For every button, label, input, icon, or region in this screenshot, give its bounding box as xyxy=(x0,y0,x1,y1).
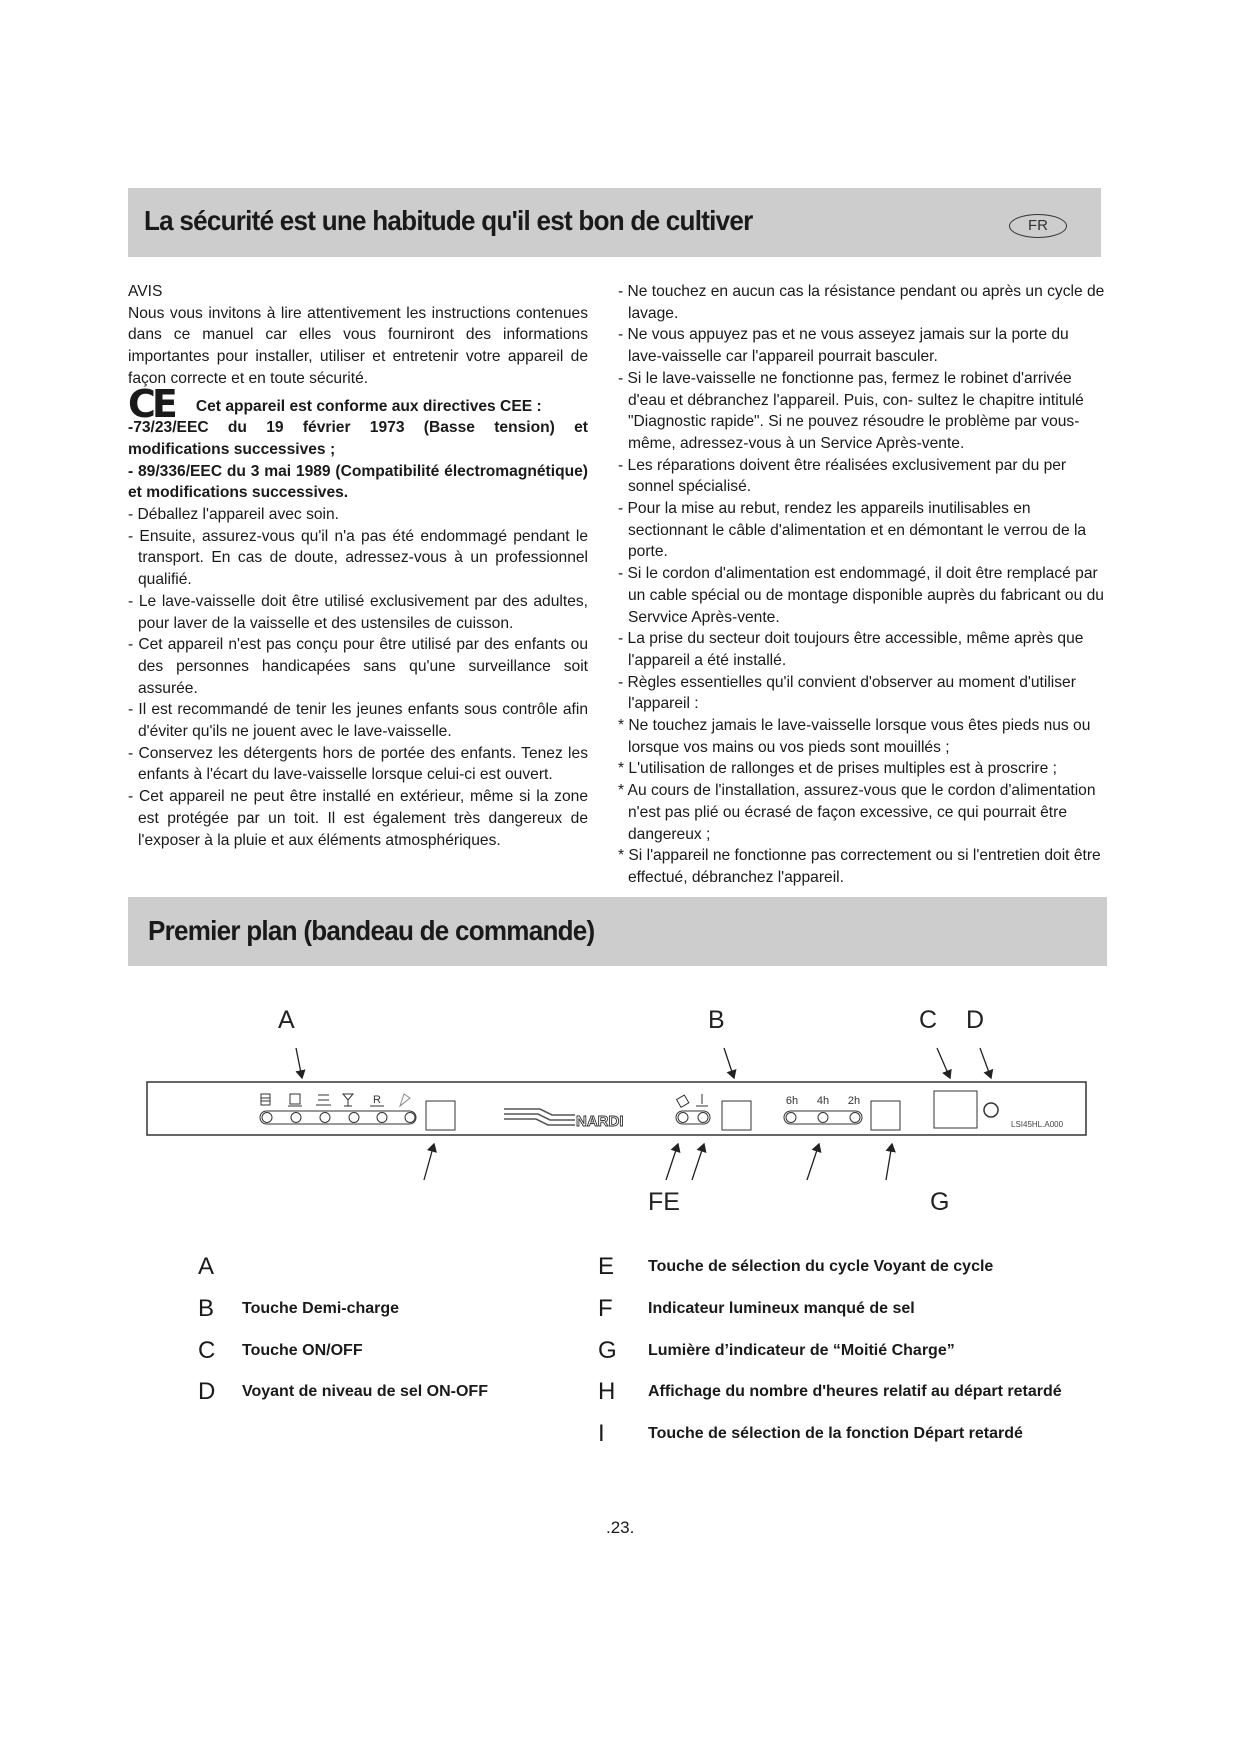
safety-rule: * Ne touchez jamais le lave-vaisselle lorsque vous êtes pieds nus ou lorsque vos mains ou vos pieds sont mouillés ; xyxy=(618,717,1091,756)
half-load-button[interactable] xyxy=(722,1101,751,1130)
section-title: Premier plan (bandeau de commande) xyxy=(148,915,595,946)
legend-text: Voyant de niveau de sel ON-OFF xyxy=(242,1383,488,1400)
safety-item: - Il est recommandé de tenir les jeunes enfants sous contrôle afin d'éviter qu'ils ne jouent avec le lave-vaisselle. xyxy=(128,701,588,741)
legend-text: Lumière d’indicateur de “Moitié Charge” xyxy=(648,1342,955,1359)
section-header-safety xyxy=(128,188,1101,257)
safety-item: - Conservez les détergents hors de portée des enfants. Tenez les enfants à l'écart du lave-vaisselle lorsque celui-ci est ouvert. xyxy=(128,744,588,784)
legend-letter: H xyxy=(598,1378,616,1405)
safety-item: - Les réparations doivent être réalisées exclusivement par du per sonnel spécialisé. xyxy=(618,456,1067,496)
safety-item: - Ne vous appuyez pas et ne vous asseyez jamais sur la porte du lave-vaisselle car l'appareil pourrait basculer. xyxy=(618,326,1069,366)
legend-text: Touche de sélection de la fonction Départ retardé xyxy=(648,1425,1023,1442)
label-g: G xyxy=(930,1188,950,1216)
legend-letter: F xyxy=(598,1295,613,1322)
legend-text: Touche ON/OFF xyxy=(242,1342,363,1359)
label-d: D xyxy=(966,1006,985,1034)
delay-label-4h: 4h xyxy=(816,1095,830,1107)
label-b: B xyxy=(708,1006,725,1034)
legend-row xyxy=(598,1420,1023,1447)
legend-letter: E xyxy=(598,1253,615,1280)
ce-mark-logo: CE xyxy=(128,381,174,426)
legend-letter: B xyxy=(198,1295,215,1322)
notice-intro: Nous vous invitons à lire attentivement les instructions contenues dans ce manuel car elles vous fourniront des informations importantes pour installer, utiliser et entretenir votre appareil de façon correcte et en toute sécurité. xyxy=(128,304,588,387)
safety-item: - Cet appareil n'est pas conçu pour être utilisé par des enfants ou des personnes handicapées sans qu'une surveillance soit assurée. xyxy=(128,636,588,697)
legend-letter: C xyxy=(198,1337,216,1364)
directive-emc: - 89/336/EEC du 3 mai 1989 (Compatibilité électromagnétique) et modifications successives. xyxy=(128,462,588,502)
safety-item: - La prise du secteur doit toujours être accessible, même après que l'appareil a été installé. xyxy=(618,630,1084,669)
legend-row xyxy=(598,1295,915,1322)
notice-heading: AVIS xyxy=(128,283,163,300)
legend-letter: G xyxy=(598,1337,617,1364)
safety-rule: * Si l'appareil ne fonctionne pas correctement ou si l'entretien doit être effectué, débranchez l'appareil. xyxy=(618,847,1101,886)
safety-item: - Le lave-vaisselle doit être utilisé exclusivement par des adultes, pour laver de la vaisselle et des ustensiles de cuisson. xyxy=(128,592,588,632)
legend-row xyxy=(198,1337,363,1364)
page-number: .23. xyxy=(606,1518,635,1537)
legend-letter: A xyxy=(198,1253,215,1280)
legend-letter: I xyxy=(598,1420,605,1447)
label-fe: FE xyxy=(648,1188,680,1216)
left-column xyxy=(128,281,588,851)
legend-row xyxy=(198,1253,242,1280)
brand-name: NARDI xyxy=(576,1113,624,1130)
legend-row xyxy=(198,1295,400,1322)
label-a: A xyxy=(278,1006,295,1034)
label-c: C xyxy=(919,1006,938,1034)
safety-rule: * L'utilisation de rallonges et de prises multiples est à proscrire ; xyxy=(618,760,1057,778)
model-code: LSI45HL.A000 xyxy=(1011,1120,1064,1129)
control-panel-diagram xyxy=(0,990,1241,1230)
legend-text: Affichage du nombre d'heures relatif au départ retardé xyxy=(648,1383,1062,1400)
safety-item: - Déballez l'appareil avec soin. xyxy=(128,506,340,524)
legend-row xyxy=(598,1378,1062,1405)
svg-text:R: R xyxy=(373,1094,381,1106)
on-off-button[interactable] xyxy=(934,1091,977,1128)
safety-item: - Règles essentielles qu'il convient d'observer au moment d'utiliser l'appareil : xyxy=(618,673,1076,713)
safety-item: - Cet appareil ne peut être installé en extérieur, même si la zone est protégée par un toit. Il est également très dangereux de l'exposer à la pluie et aux éléments atmosphériques. xyxy=(128,788,588,849)
legend-text: Indicateur lumineux manqué de sel xyxy=(648,1300,915,1317)
legend-text: Touche de sélection du cycle Voyant de cycle xyxy=(648,1258,994,1275)
delay-label-2h: 2h xyxy=(847,1095,861,1107)
legend-row xyxy=(598,1253,994,1280)
legend-row xyxy=(198,1378,488,1405)
safety-item: - Si le lave-vaisselle ne fonctionne pas, fermez le robinet d'arrivée d'eau et débranchez l'appareil. Puis, con- sultez le chapitre intitulé "Diagnostic rapide". Si ne pouvez résoudre le problème par vous-même, adressez-vous à un Service Après-vente. xyxy=(618,369,1084,452)
safety-rule: * Au cours de l'installation, assurez-vous que le cordon d'alimentation n'est pas plié ou écrasé de façon excessive, ce qui pourrait être dangereux ; xyxy=(618,782,1096,843)
delay-label-6h: 6h xyxy=(785,1095,799,1107)
ce-statement: Cet appareil est conforme aux directives CEE : xyxy=(195,397,542,415)
section-header-control-panel xyxy=(128,897,1107,966)
safety-item: - Si le cordon d'alimentation est endommagé, il doit être remplacé par un cable spécial ou de montage disponible auprès du fabricant ou du Servvice Après-vente. xyxy=(618,565,1104,626)
delay-start-button[interactable] xyxy=(871,1101,900,1130)
program-select-button[interactable] xyxy=(426,1101,455,1130)
legend-text: Touche Demi-charge xyxy=(242,1300,400,1317)
ce-statement-block xyxy=(128,381,588,426)
section-title: La sécurité est une habitude qu'il est bon de cultiver xyxy=(144,205,753,236)
safety-item: - Ne touchez en aucun cas la résistance pendant ou après un cycle de lavage. xyxy=(618,283,1105,322)
language-badge: FR xyxy=(1009,214,1067,238)
directive-low-voltage: -73/23/EEC du 19 février 1973 (Basse tension) et modifications successives ; xyxy=(128,419,588,458)
legend-letter: D xyxy=(198,1378,216,1405)
safety-item: - Pour la mise au rebut, rendez les appareils inutilisables en sectionnant le câble d'alimentation et en démontant le verrou de la porte. xyxy=(618,500,1087,561)
right-column xyxy=(618,281,1106,889)
legend-row xyxy=(598,1337,955,1364)
safety-item: - Ensuite, assurez-vous qu'il n'a pas été endommagé pendant le transport. En cas de doute, adressez-vous à un professionnel qualifié. xyxy=(128,527,588,589)
